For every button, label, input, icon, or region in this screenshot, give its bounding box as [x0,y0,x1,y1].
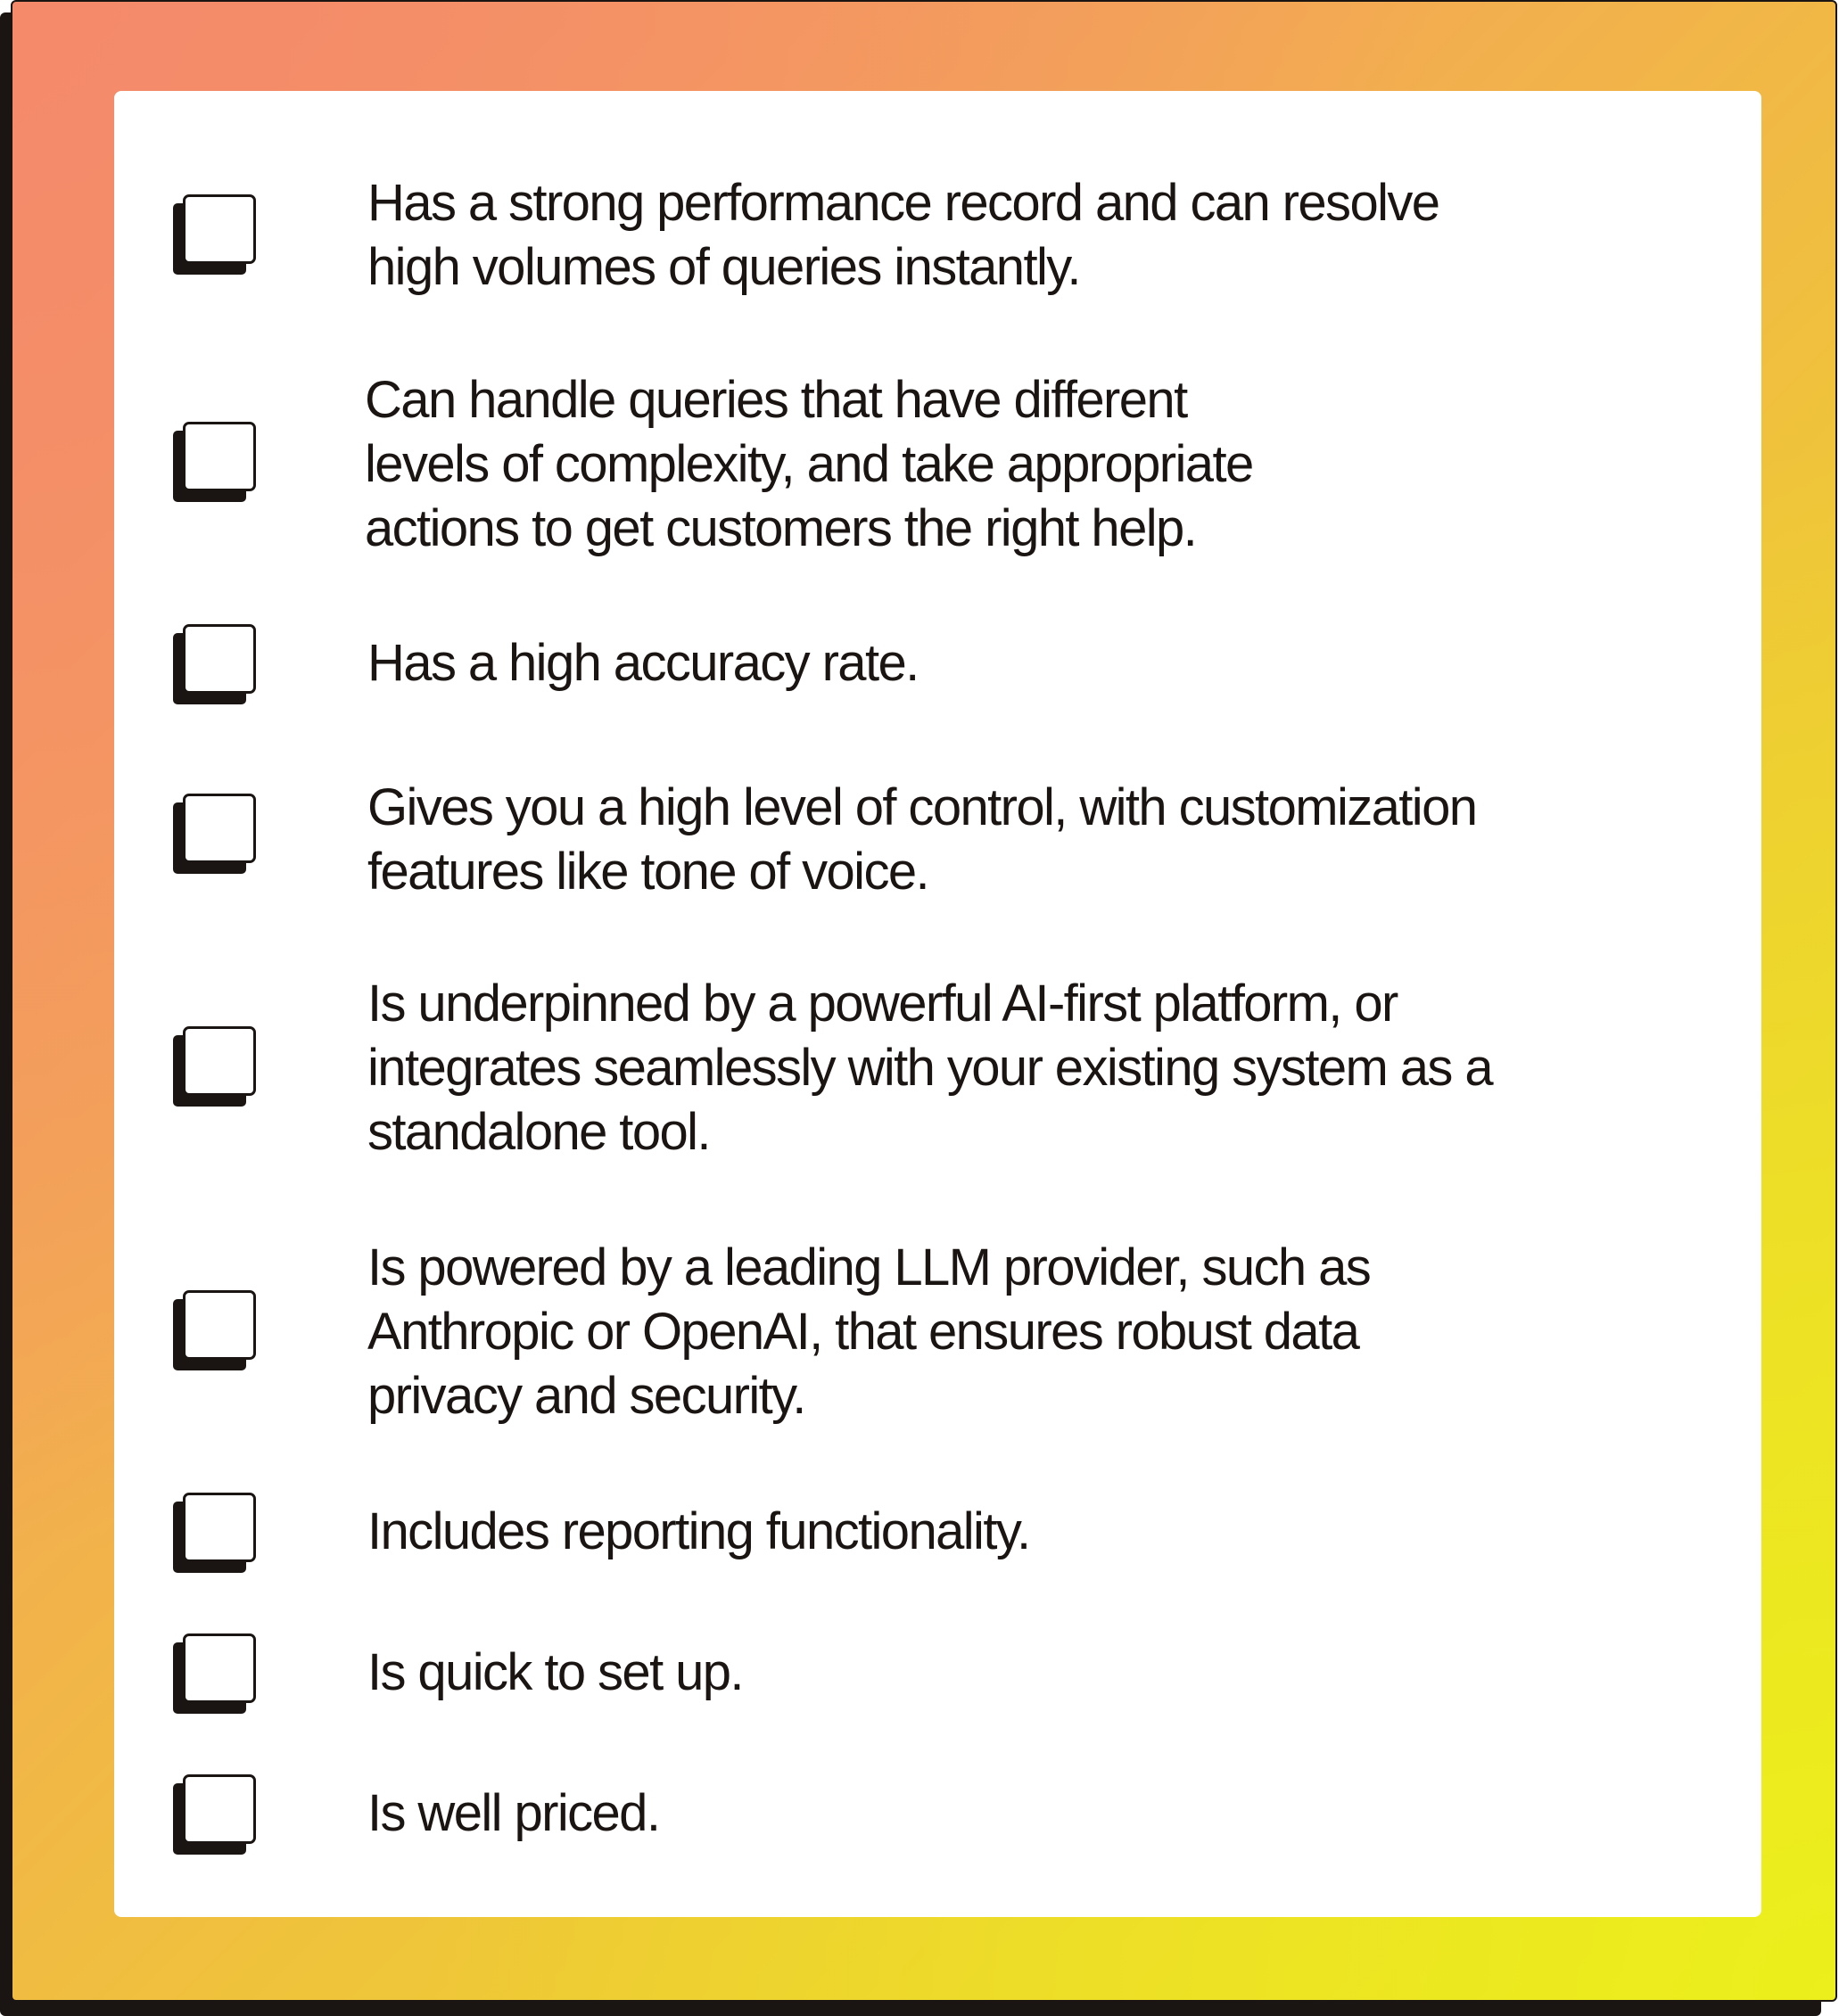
checkbox[interactable] [173,1493,259,1575]
checkbox[interactable] [173,194,259,276]
checklist-item-text: Includes reporting functionality. [367,1502,1030,1560]
checklist-item [114,972,1761,1164]
checklist-item [114,631,1761,695]
checklist-item-text: Is underpinned by a powerful AI-first platform, or integrates seamlessly with your existing system as a standalone tool. [367,975,1492,1161]
checklist-item-text: Is quick to set up. [367,1643,743,1701]
checkbox[interactable] [173,1774,259,1856]
checkbox-box [183,1493,256,1562]
checkbox-box [183,794,256,863]
checklist-item [114,776,1761,904]
checkbox[interactable] [173,1290,259,1372]
checklist-item-text: Is powered by a leading LLM provider, such as Anthropic or OpenAI, that ensures robust data privacy and security. [367,1238,1371,1425]
checkbox[interactable] [173,624,259,706]
checklist-item-text: Gives you a high level of control, with customization features like tone of voice. [367,778,1477,901]
checkbox[interactable] [173,1026,259,1108]
checklist-item-text: Is well priced. [367,1784,660,1842]
checkbox[interactable] [173,422,259,504]
checklist-card [114,91,1761,1917]
checkbox-box [183,1290,256,1360]
checklist-item [114,171,1761,300]
checklist-item [114,368,1761,561]
checkbox-box [183,194,256,264]
checkbox-box [183,624,256,694]
checkbox[interactable] [173,794,259,876]
checklist-item-text: Has a strong performance record and can resolve high volumes of queries instantly. [367,174,1439,296]
checklist-item [114,1641,1761,1705]
checkbox-box [183,1026,256,1096]
checkbox-box [183,1633,256,1703]
checklist-item [114,1500,1761,1564]
checkbox-box [183,422,256,491]
checklist-item-text: Can handle queries that have different levels of complexity, and take appropriate actions to get customers the right help. [365,371,1253,557]
checkbox-box [183,1774,256,1844]
gradient-frame [11,0,1837,2002]
checklist-item [114,1781,1761,1846]
checklist-item-text: Has a high accuracy rate. [367,634,919,692]
checklist-item [114,1236,1761,1428]
checkbox[interactable] [173,1633,259,1716]
